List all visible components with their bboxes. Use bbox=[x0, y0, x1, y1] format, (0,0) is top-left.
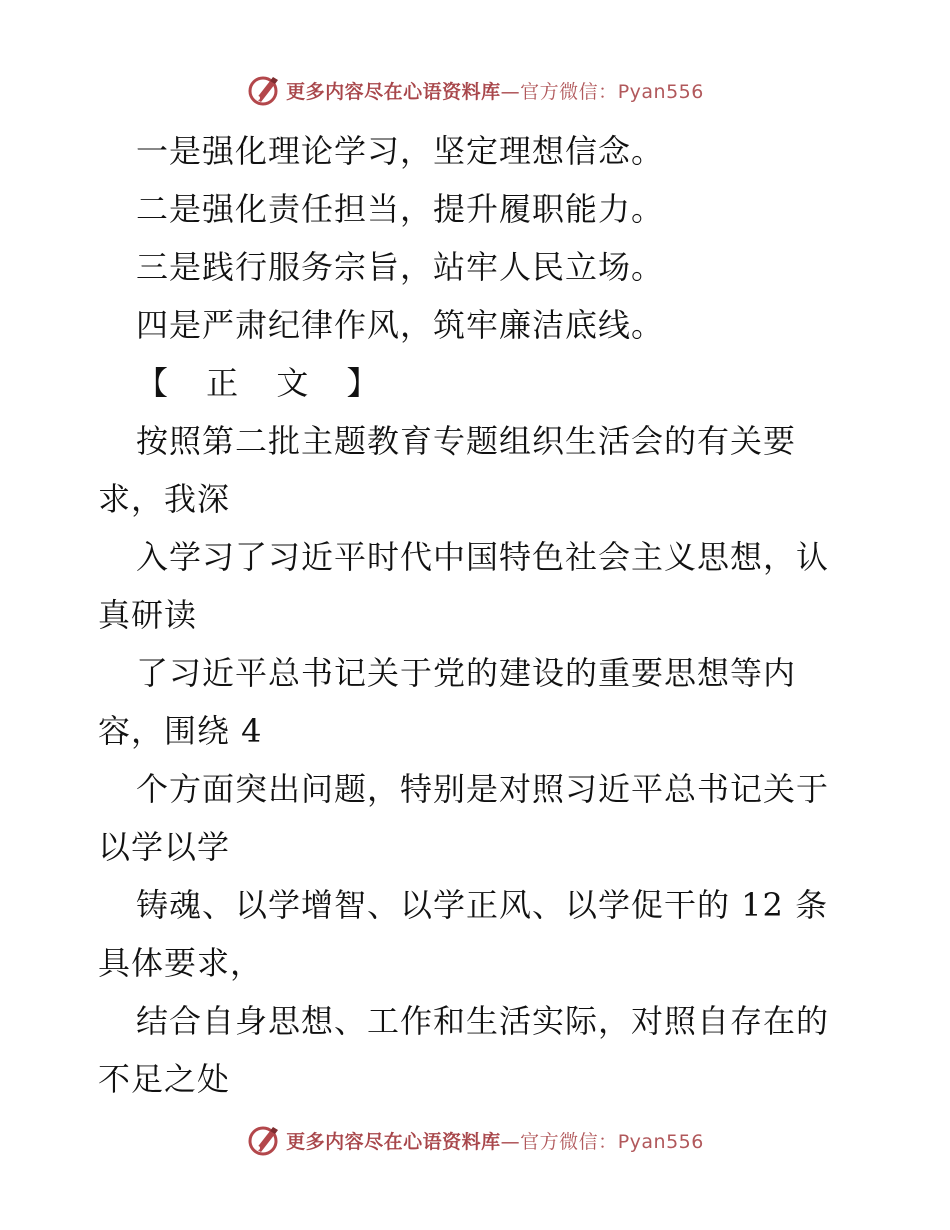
point-4: 四是严肃纪律作风，筑牢廉洁底线。 bbox=[136, 306, 665, 344]
body-line: 求，我深 bbox=[98, 480, 231, 518]
body-line: 具体要求， bbox=[98, 944, 264, 982]
body-line: 了习近平总书记关于党的建设的重要思想等内 bbox=[136, 654, 797, 692]
body-line: 个方面突出问题，特别是对照习近平总书记关于 bbox=[136, 770, 830, 808]
footer-watermark bbox=[0, 1120, 950, 1160]
body-line: 以学以学 bbox=[98, 828, 231, 866]
banner-wechat-label: 官方微信： bbox=[520, 80, 618, 103]
point-2: 二是强化责任担当，提升履职能力。 bbox=[136, 190, 665, 228]
body-line: 结合自身思想、工作和生活实际，对照自存在的 bbox=[136, 1002, 830, 1040]
banner-account: Pyan556 bbox=[617, 80, 704, 103]
banner-wechat-label: 官方微信： bbox=[520, 1130, 618, 1153]
banner-account: Pyan556 bbox=[617, 1130, 704, 1153]
banner-dash: — bbox=[500, 80, 521, 103]
header-watermark bbox=[0, 70, 950, 110]
pen-logo-icon bbox=[246, 72, 282, 108]
body-line: 入学习了习近平时代中国特色社会主义思想，认 bbox=[136, 538, 830, 576]
pen-logo-icon bbox=[246, 1122, 282, 1158]
body-line: 容，围绕 4 bbox=[98, 712, 263, 750]
body-line: 不足之处 bbox=[98, 1060, 231, 1098]
body-line: 铸魂、以学增智、以学正风、以学促干的 12 条 bbox=[136, 886, 829, 924]
point-3: 三是践行服务宗旨，站牢人民立场。 bbox=[136, 248, 665, 286]
banner-main-text: 更多内容尽在心语资料库 bbox=[286, 80, 501, 103]
document-body bbox=[98, 122, 858, 1108]
banner-dash: — bbox=[500, 1130, 521, 1153]
body-line: 真研读 bbox=[98, 596, 198, 634]
section-heading: 【 正 文 】 bbox=[136, 364, 393, 402]
point-1: 一是强化理论学习，坚定理想信念。 bbox=[136, 132, 665, 170]
banner-main-text: 更多内容尽在心语资料库 bbox=[286, 1130, 501, 1153]
body-line: 按照第二批主题教育专题组织生活会的有关要 bbox=[136, 422, 797, 460]
